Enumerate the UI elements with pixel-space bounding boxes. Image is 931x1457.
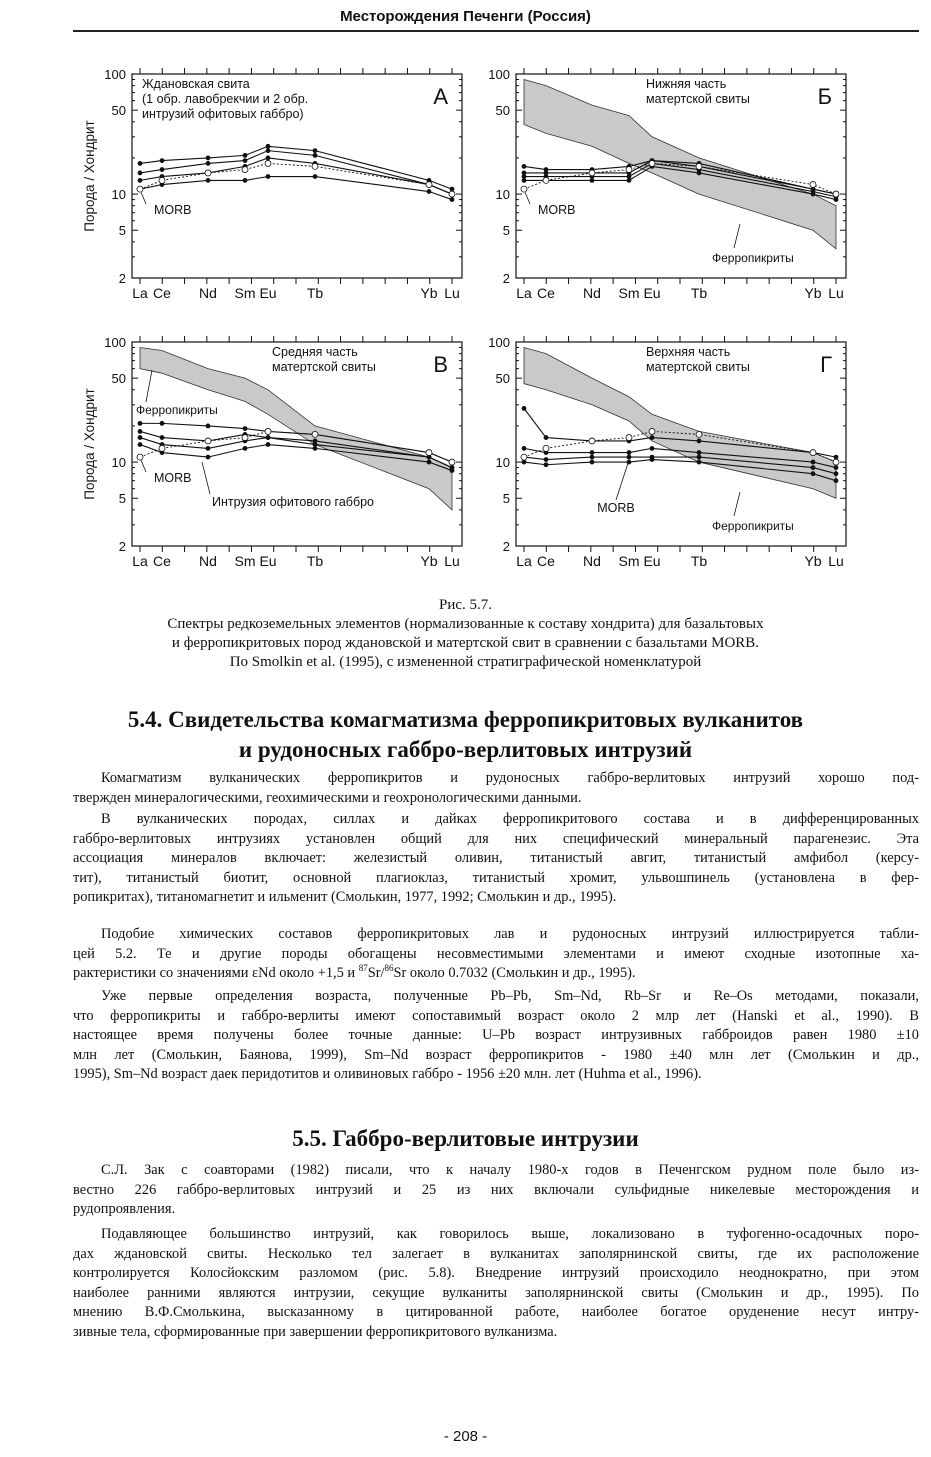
- data-point: [138, 161, 142, 165]
- data-point: [697, 451, 701, 455]
- data-point: [313, 446, 317, 450]
- x-tick-label: Tb: [690, 285, 708, 301]
- running-title: Месторождения Печенги (Россия): [340, 8, 591, 25]
- x-tick-label: Lu: [828, 553, 844, 569]
- morb-label: MORB: [154, 471, 192, 485]
- x-tick-label: Sm: [618, 553, 640, 569]
- morb-label: MORB: [538, 203, 576, 217]
- morb-point: [696, 163, 702, 169]
- data-point: [160, 436, 164, 440]
- section-5-4-heading: 5.4. Свидетельства комагматизма ферропикритовых вулканитов и рудоносных габбро-верлитовых интрузий: [127, 707, 804, 762]
- panel-title-line: Верхняя часть: [646, 345, 731, 359]
- chart-a-svg: [80, 64, 480, 309]
- data-point: [266, 436, 270, 440]
- data-point: [834, 198, 838, 202]
- data-point: [138, 443, 142, 447]
- data-point: [544, 458, 548, 462]
- x-tick-label: Yb: [420, 285, 438, 301]
- morb-point: [626, 435, 632, 441]
- data-point: [811, 466, 815, 470]
- header-rule: [73, 30, 919, 32]
- data-point: [138, 436, 142, 440]
- x-tick-label: Nd: [583, 553, 601, 569]
- data-point: [243, 446, 247, 450]
- y-tick-label: 100: [104, 335, 126, 350]
- series-line: [140, 151, 452, 194]
- y-tick-label: 50: [111, 371, 126, 387]
- leader-line: [141, 460, 146, 472]
- x-tick-label: Eu: [259, 553, 277, 569]
- paragraph: Уже первые определения возраста, полученные Pb–Pb, Sm–Nd, Rb–Sr и Re–Os методами, показали, что ферропикриты и габбро-верлиты имеют сопоставимый возраст около 2 млр лет (Hanski et al., 1990). В настоящее время получены более точные данные: U–Pb возраст интрузивных габброидов равен 1980 ±10 млн лет (Смолькин, Баянова, 1999), Sm–Nd возраст ферропикритов - 1980 ±40 млн лет (Смолькин и др., 1995), Sm–Nd возраст даек перидотитов и оливиновых габбро - 1956 ±20 млн. лет (Huhma et al., 1996).: [73, 988, 919, 1082]
- leader-line: [146, 370, 152, 402]
- figure-caption: [0, 596, 931, 672]
- paragraph: Подавляющее большинство интрузий, как говорилось выше, локализовано в туфогенно-осадочных поро- дах ждановской свиты. Несколько тел залегает в вулканитах заполярнинской свиты, где их расположение контролируется Колосйокским разломом (рис. 5.8). Внедрение интрузий происходило неоднократно, при этом наиболее ранними являются интрузии, секущие вулканиты заполярнинской свиты (Смолькин и др., 1995). По мнению В.Ф.Смолькина, высказанному в цитированной работе, наиболее богатое оруденение несут интру- зивные тела, сформированные при завершении ферропикритового вулканизма.: [73, 1226, 919, 1340]
- data-point: [427, 460, 431, 464]
- panel-title-line: матертской свиты: [272, 360, 376, 374]
- x-tick-label: Lu: [828, 285, 844, 301]
- data-point: [138, 421, 142, 425]
- morb-point: [265, 428, 271, 434]
- data-point: [544, 436, 548, 440]
- y-tick-label: 50: [495, 371, 510, 387]
- morb-point: [242, 167, 248, 173]
- x-tick-label: La: [132, 285, 148, 301]
- data-point: [427, 190, 431, 194]
- y-tick-label: 10: [495, 455, 510, 471]
- y-tick-label: 2: [118, 271, 126, 286]
- data-point: [206, 424, 210, 428]
- panel-title-line: матертской свиты: [646, 360, 750, 374]
- x-tick-label: Yb: [420, 553, 438, 569]
- x-tick-label: La: [516, 285, 532, 301]
- morb-point: [449, 459, 455, 465]
- data-point: [450, 198, 454, 202]
- caption-line: По Smolkin et al. (1995), с измененной стратиграфической номенклатурой: [229, 654, 702, 670]
- gabbro-label: Интрузия офитового габбро: [212, 495, 375, 509]
- leader-line: [734, 224, 740, 248]
- caption-label: Рис. 5.7.: [438, 597, 493, 613]
- data-point: [313, 443, 317, 447]
- data-point: [160, 168, 164, 172]
- leader-line: [616, 463, 628, 500]
- paragraph: Подобие химических составов ферропикритовых лав и рудоносных интрузий иллюстрируется табли- цей 5.2. Те и другие породы обогащены несовместимыми элементами и имеют сходные изотопные ха- рактеристики со значениями εNd около +1,5 и $^{87}$Sr/$^{86}$Sr около 0.7032 (Смолькин и др., 1995).: [73, 925, 919, 984]
- data-point: [138, 178, 142, 182]
- morb-point: [589, 438, 595, 444]
- data-point: [650, 436, 654, 440]
- morb-point: [137, 454, 143, 460]
- panel-title-line: интрузий офитовых габбро): [142, 107, 304, 121]
- y-tick-label: 2: [502, 539, 510, 554]
- x-tick-label: Sm: [234, 285, 256, 301]
- x-tick-label: Eu: [643, 285, 661, 301]
- morb-point: [426, 450, 432, 456]
- morb-point: [649, 160, 655, 166]
- data-point: [450, 187, 454, 191]
- section-5-5-heading: 5.5. Габбро-верлитовые интрузии: [292, 1126, 639, 1151]
- data-point: [243, 427, 247, 431]
- x-tick-label: Sm: [618, 285, 640, 301]
- data-point: [627, 175, 631, 179]
- isotope-line: рактеристики со значениями εNd около +1,5 и $^{87}$Sr/$^{86}$Sr около 0.7032 (Смолькин и др., 1995).: [73, 964, 636, 981]
- morb-point: [543, 445, 549, 451]
- data-point: [522, 406, 526, 410]
- y-tick-label: 100: [104, 67, 126, 82]
- leader-line: [141, 192, 146, 204]
- y-tick-label: 100: [488, 335, 510, 350]
- data-point: [590, 455, 594, 459]
- data-point: [138, 429, 142, 433]
- morb-point: [696, 431, 702, 437]
- y-tick-label: 2: [502, 271, 510, 286]
- data-point: [160, 159, 164, 163]
- data-point: [522, 178, 526, 182]
- data-point: [243, 178, 247, 182]
- panel-title-line: Нижняя часть: [646, 77, 727, 91]
- data-point: [522, 164, 526, 168]
- chart-v-svg: [80, 332, 480, 577]
- y-tick-label: 5: [502, 223, 510, 239]
- leader-line: [734, 492, 740, 516]
- morb-point: [312, 431, 318, 437]
- data-point: [266, 443, 270, 447]
- morb-point: [159, 177, 165, 183]
- data-point: [811, 460, 815, 464]
- panel-title-line: Ждановская свита: [142, 77, 250, 91]
- ferropicrite-label: Ферропикриты: [712, 251, 794, 265]
- chart-panel-v: [80, 332, 480, 577]
- chart-panel-b: [464, 64, 864, 309]
- data-point: [697, 455, 701, 459]
- data-point: [627, 455, 631, 459]
- data-point: [522, 460, 526, 464]
- morb-point: [810, 182, 816, 188]
- x-tick-label: Lu: [444, 285, 460, 301]
- y-tick-label: 2: [118, 539, 126, 554]
- data-point: [522, 175, 526, 179]
- data-point: [313, 153, 317, 157]
- data-point: [834, 472, 838, 476]
- morb-point: [810, 450, 816, 456]
- ferropicrite-label: Ферропикриты: [136, 403, 218, 417]
- data-point: [834, 466, 838, 470]
- caption-line: и ферропикритовых пород ждановской и матертской свит в сравнении с базальтами MORB.: [171, 635, 760, 651]
- y-tick-label: 5: [118, 491, 126, 507]
- data-point: [266, 144, 270, 148]
- y-axis-label: Порода / Хондрит: [82, 388, 97, 500]
- data-point: [697, 460, 701, 464]
- morb-point: [589, 170, 595, 176]
- x-tick-label: Tb: [306, 553, 324, 569]
- data-point: [627, 178, 631, 182]
- data-point: [206, 178, 210, 182]
- morb-point: [543, 177, 549, 183]
- chart-panel-a: [80, 64, 480, 309]
- x-tick-label: Eu: [643, 553, 661, 569]
- x-tick-label: Tb: [306, 285, 324, 301]
- y-axis-label: Порода / Хондрит: [82, 120, 97, 232]
- data-point: [243, 153, 247, 157]
- chart-b-svg: [464, 64, 864, 309]
- data-point: [266, 156, 270, 160]
- morb-label: MORB: [154, 203, 192, 217]
- panel-letter: Г: [820, 352, 832, 377]
- x-tick-label: Ce: [537, 285, 555, 301]
- morb-point: [205, 438, 211, 444]
- x-tick-label: La: [516, 553, 532, 569]
- page-header: [0, 0, 931, 36]
- x-tick-label: Sm: [234, 553, 256, 569]
- y-tick-label: 10: [495, 187, 510, 203]
- paragraph: С.Л. Зак с соавторами (1982) писали, что к началу 1980-х годов в Печенгском рудном поле было из- вестно 226 габбро-верлитовых интрузий и 25 из них включали сульфидные никелевые месторождения и рудопроявления.: [73, 1162, 919, 1217]
- x-tick-label: Nd: [199, 285, 217, 301]
- x-tick-label: Ce: [153, 553, 171, 569]
- data-point: [206, 161, 210, 165]
- data-point: [450, 469, 454, 473]
- x-tick-label: Nd: [583, 285, 601, 301]
- paragraph: В вулканических породах, силлах и дайках ферропикритового состава и в дифференцированных габбро-верлитовых интрузиях установлен общий для них специфический минеральный парагенезис. Эта ассоциация минералов включает: железистый оливин, титанистый авгит, титанистый амфибол (керсу- тит), титанистый биотит, основной плагиоклаз, титанистый хромит, ульвошпинель (установлена в фер- ропикритах), титаномагнетит и ильменит (Смолькин, 1977, 1992; Смолькин и др., 1995).: [73, 811, 919, 905]
- data-point: [544, 463, 548, 467]
- data-point: [590, 460, 594, 464]
- morb-point: [649, 428, 655, 434]
- chart-g-svg: [464, 332, 864, 577]
- data-point: [834, 455, 838, 459]
- morb-point: [626, 167, 632, 173]
- x-tick-label: Lu: [444, 553, 460, 569]
- data-point: [697, 171, 701, 175]
- data-point: [811, 472, 815, 476]
- data-point: [160, 421, 164, 425]
- morb-point: [312, 163, 318, 169]
- data-point: [138, 171, 142, 175]
- data-point: [627, 451, 631, 455]
- data-point: [650, 458, 654, 462]
- data-point: [206, 455, 210, 459]
- morb-point: [426, 182, 432, 188]
- morb-point: [205, 170, 211, 176]
- data-point: [266, 175, 270, 179]
- data-point: [590, 178, 594, 182]
- y-tick-label: 5: [502, 491, 510, 507]
- data-point: [811, 192, 815, 196]
- x-tick-label: Yb: [804, 553, 822, 569]
- data-point: [522, 446, 526, 450]
- x-tick-label: Nd: [199, 553, 217, 569]
- morb-label: MORB: [597, 501, 635, 515]
- panel-letter: А: [433, 84, 448, 109]
- y-tick-label: 100: [488, 67, 510, 82]
- morb-point: [265, 160, 271, 166]
- morb-point: [833, 459, 839, 465]
- data-point: [266, 149, 270, 153]
- morb-point: [137, 186, 143, 192]
- y-tick-label: 50: [495, 103, 510, 119]
- panel-letter: В: [433, 352, 448, 377]
- morb-point: [242, 435, 248, 441]
- data-point: [313, 149, 317, 153]
- x-tick-label: Yb: [804, 285, 822, 301]
- data-point: [697, 439, 701, 443]
- page-number: - 208 -: [443, 1428, 488, 1445]
- morb-point: [449, 191, 455, 197]
- data-point: [206, 156, 210, 160]
- morb-point: [833, 191, 839, 197]
- panel-title-line: Средняя часть: [272, 345, 358, 359]
- data-point: [313, 175, 317, 179]
- panel-title-line: (1 обр. лавобрекчии и 2 обр.: [142, 92, 309, 106]
- data-point: [243, 159, 247, 163]
- data-point: [834, 479, 838, 483]
- x-tick-label: Ce: [153, 285, 171, 301]
- ferropicrite-label: Ферропикриты: [712, 519, 794, 533]
- leader-line: [202, 462, 210, 494]
- y-tick-label: 50: [111, 103, 126, 119]
- chart-panel-g: [464, 332, 864, 577]
- y-tick-label: 5: [118, 223, 126, 239]
- panel-title-line: матертской свиты: [646, 92, 750, 106]
- morb-point: [521, 454, 527, 460]
- y-tick-label: 10: [111, 187, 126, 203]
- data-point: [590, 451, 594, 455]
- morb-point: [521, 186, 527, 192]
- caption-line: Спектры редкоземельных элементов (нормализованные к составу хондрита) для базальтовых: [167, 616, 764, 632]
- x-tick-label: Eu: [259, 285, 277, 301]
- data-point: [650, 446, 654, 450]
- x-tick-label: La: [132, 553, 148, 569]
- morb-point: [159, 445, 165, 451]
- x-tick-label: Ce: [537, 553, 555, 569]
- x-tick-label: Tb: [690, 553, 708, 569]
- leader-line: [525, 192, 530, 204]
- data-point: [206, 446, 210, 450]
- y-tick-label: 10: [111, 455, 126, 471]
- panel-letter: Б: [817, 84, 832, 109]
- paragraph: Комагматизм вулканических ферропикритов и рудоносных габбро-верлитовых интрузий хорошо под- твержден минералогическими, геохимическими и геохронологическими данными.: [73, 770, 919, 806]
